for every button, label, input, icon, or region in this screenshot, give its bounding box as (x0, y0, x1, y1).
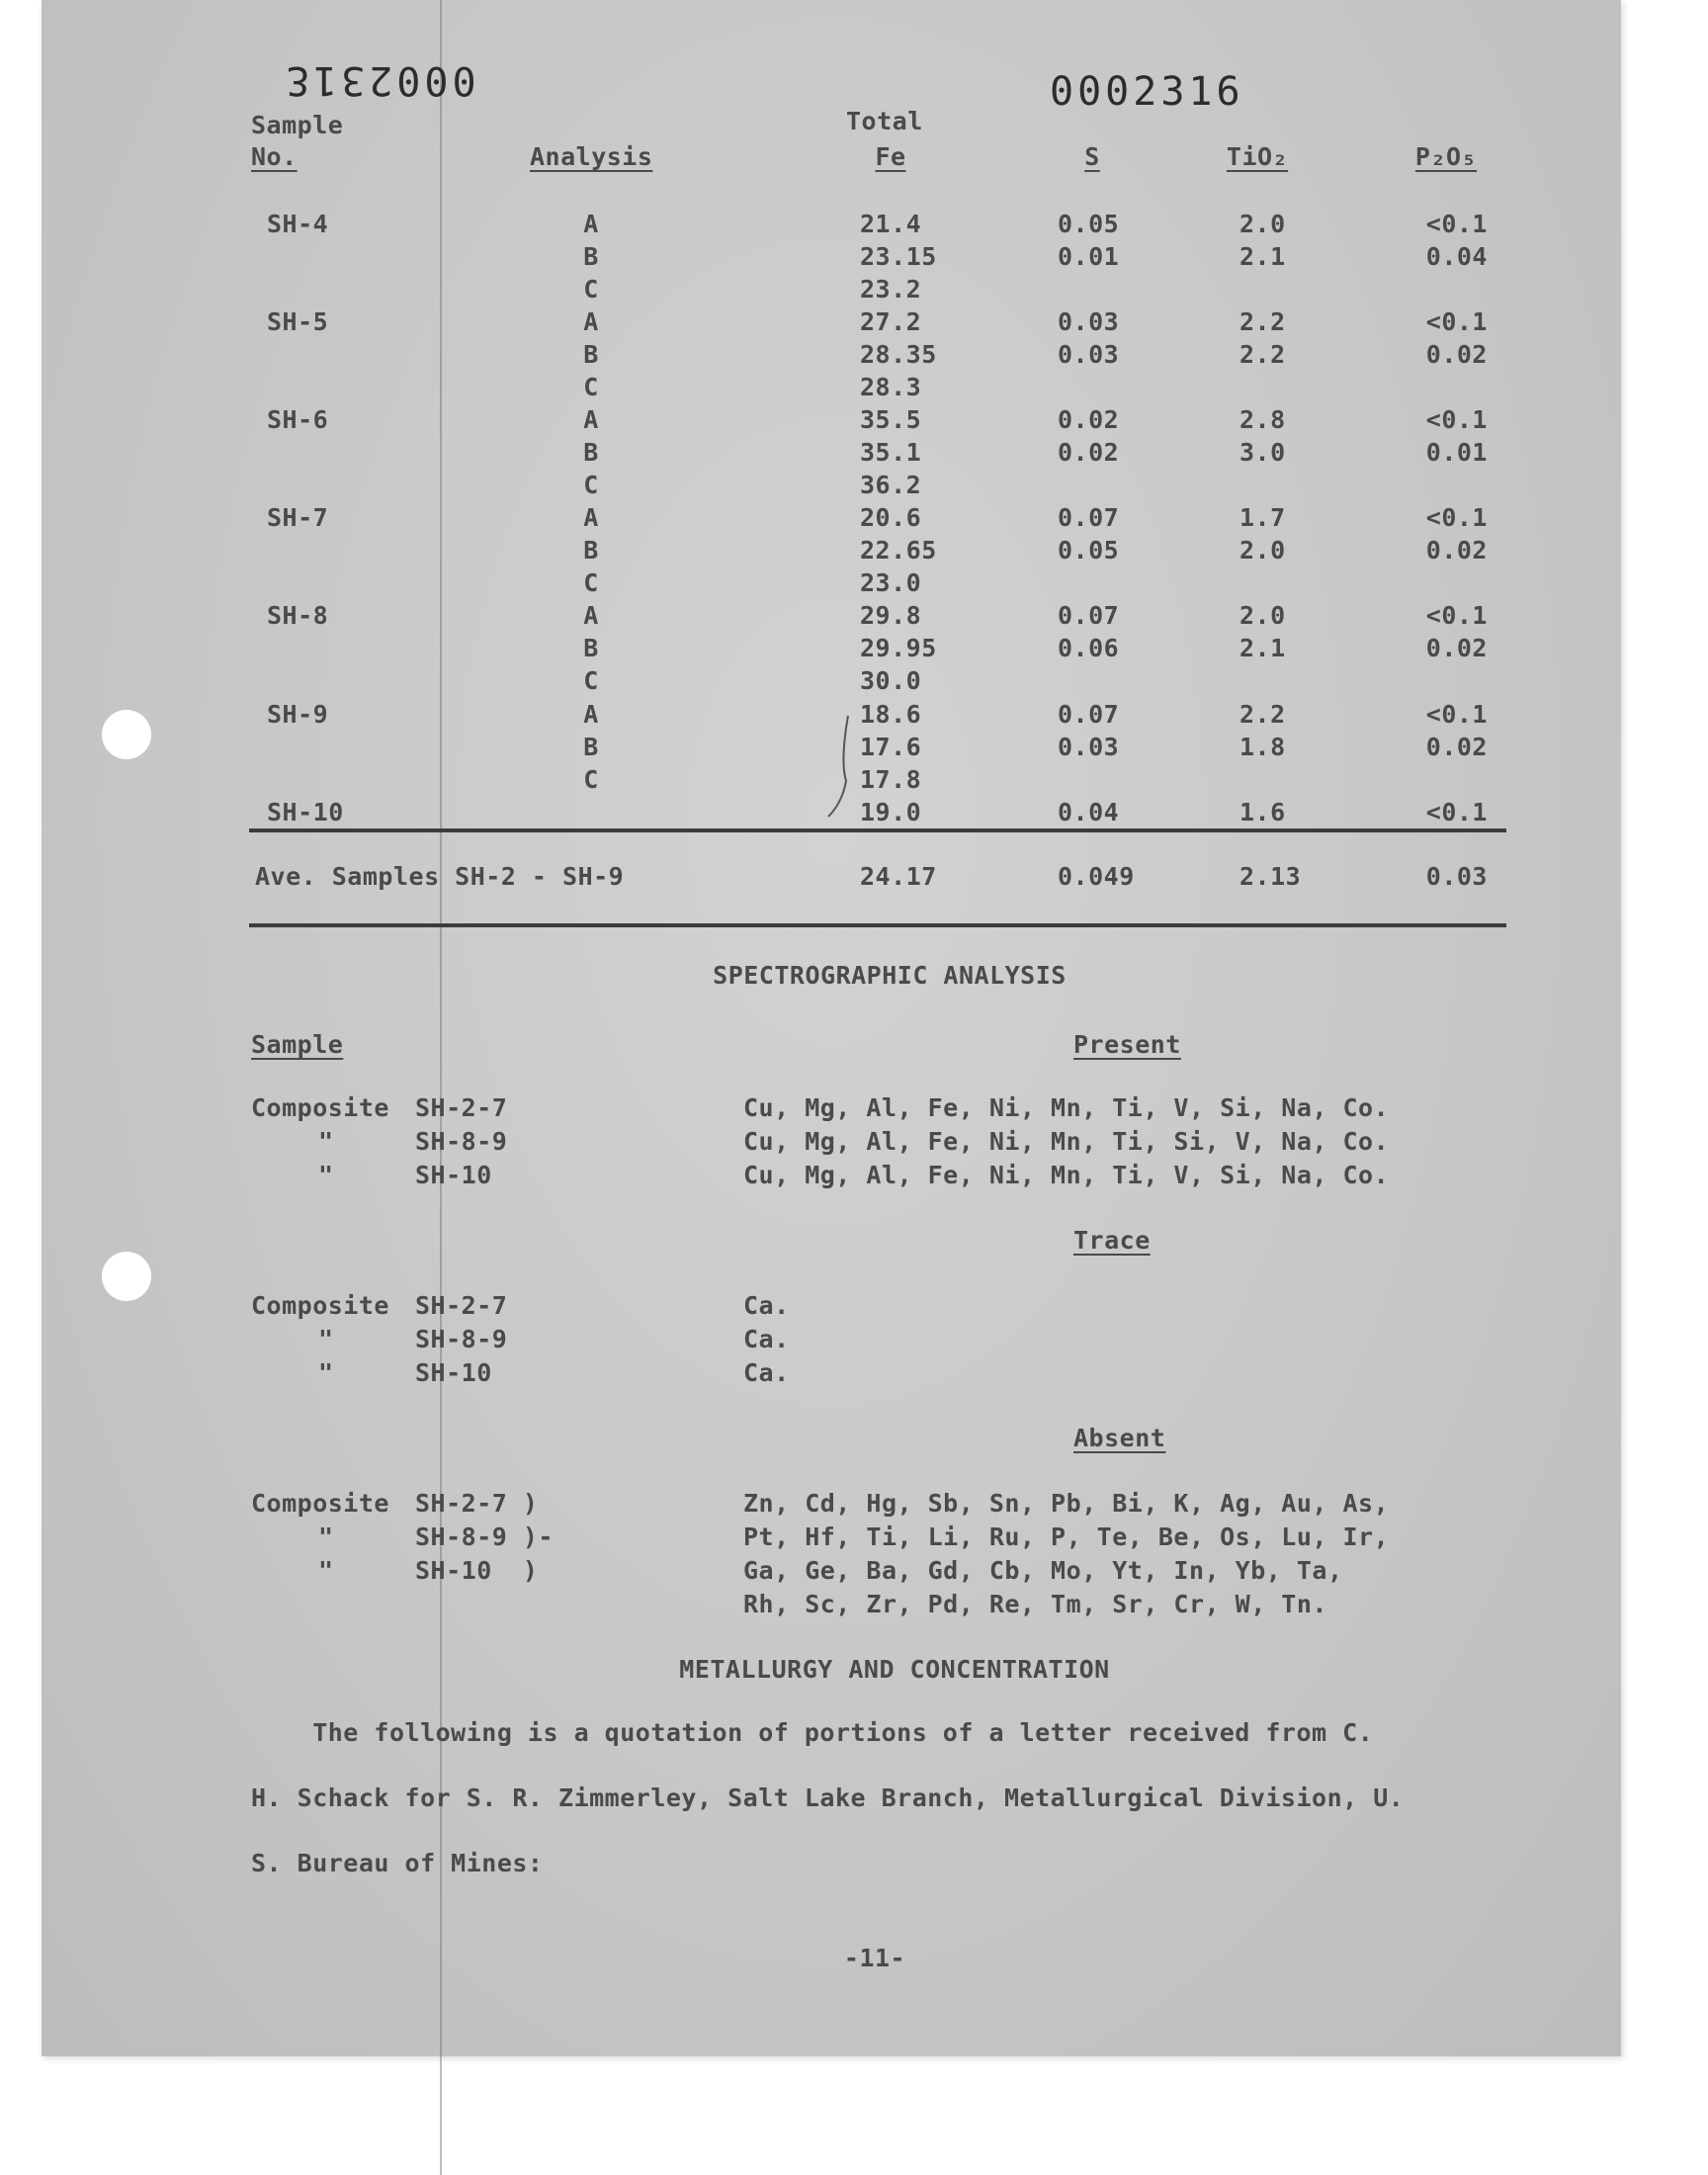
row-elements: Ca. (743, 1291, 790, 1320)
average-s: 0.049 (1058, 862, 1135, 891)
row-elements: Ca. (743, 1358, 790, 1387)
cell-fe: 23.0 (860, 568, 922, 597)
cell-p2o5: 0.02 (1425, 536, 1488, 565)
cell-tio2: 1.7 (1239, 503, 1286, 532)
cell-p2o5: 0.01 (1425, 438, 1488, 467)
cell-p2o5: <0.1 (1425, 798, 1488, 826)
row-prefix: " (318, 1161, 334, 1189)
row-sample: SH-8-9 )- (415, 1522, 554, 1551)
header-fe-line2: Fe (875, 142, 906, 171)
row-sample: SH-8-9 (415, 1127, 508, 1156)
row-prefix: " (318, 1358, 334, 1387)
cell-tio2: 2.8 (1239, 405, 1286, 434)
cell-analysis: A (583, 700, 599, 729)
cell-p2o5: <0.1 (1425, 700, 1488, 729)
metallurgy-title: METALLURGY AND CONCENTRATION (679, 1655, 1110, 1684)
cell-fe: 30.0 (860, 666, 922, 695)
row-sample: SH-10 (415, 1161, 492, 1189)
cell-p2o5: 0.02 (1425, 733, 1488, 761)
average-fe: 24.17 (860, 862, 937, 891)
cell-fe: 35.1 (860, 438, 922, 467)
cell-s: 0.02 (1058, 438, 1120, 467)
row-elements: Pt, Hf, Ti, Li, Ru, P, Te, Be, Os, Lu, Ir, (743, 1522, 1390, 1551)
cell-s: 0.03 (1058, 733, 1120, 761)
punch-hole-lower (102, 1252, 151, 1301)
cell-tio2: 3.0 (1239, 438, 1286, 467)
cell-analysis: C (583, 666, 599, 695)
cell-fe: 17.6 (860, 733, 922, 761)
cell-tio2: 2.2 (1239, 340, 1286, 369)
cell-sample: SH-7 (267, 503, 329, 532)
row-sample: SH-10 ) (415, 1556, 539, 1585)
header-sample-line2: No. (251, 142, 298, 171)
cell-analysis: C (583, 373, 599, 401)
cell-s: 0.06 (1058, 634, 1120, 662)
cell-tio2: 2.0 (1239, 210, 1286, 238)
header-fe-line1: Total (846, 107, 923, 135)
row-sample: SH-2-7 (415, 1291, 508, 1320)
handwritten-mark (818, 712, 858, 821)
cell-s: 0.01 (1058, 242, 1120, 271)
cell-tio2: 1.6 (1239, 798, 1286, 826)
cell-p2o5: 0.02 (1425, 634, 1488, 662)
header-sample-line1: Sample (251, 111, 344, 139)
cell-p2o5: <0.1 (1425, 307, 1488, 336)
cell-fe: 29.95 (860, 634, 937, 662)
row-prefix: " (318, 1556, 334, 1585)
absent-heading: Absent (1073, 1424, 1166, 1452)
cell-s: 0.03 (1058, 307, 1120, 336)
cell-tio2: 2.1 (1239, 634, 1286, 662)
cell-analysis: A (583, 307, 599, 336)
paragraph-line: The following is a quotation of portions of a letter received from C. (251, 1718, 1374, 1747)
cell-analysis: A (583, 405, 599, 434)
cell-analysis: C (583, 568, 599, 597)
cell-sample: SH-8 (267, 601, 329, 630)
cell-analysis: B (583, 340, 599, 369)
cell-analysis: B (583, 634, 599, 662)
cell-fe: 19.0 (860, 798, 922, 826)
cell-analysis: B (583, 242, 599, 271)
cell-fe: 22.65 (860, 536, 937, 565)
row-prefix: Composite (251, 1489, 389, 1518)
cell-sample: SH-9 (267, 700, 329, 729)
cell-analysis: B (583, 733, 599, 761)
cell-sample: SH-6 (267, 405, 329, 434)
row-elements: Cu, Mg, Al, Fe, Ni, Mn, Ti, Si, V, Na, Co. (743, 1127, 1390, 1156)
cell-fe: 18.6 (860, 700, 922, 729)
header-tio2: TiO₂ (1226, 142, 1289, 171)
cell-s: 0.07 (1058, 601, 1120, 630)
cell-sample: SH-5 (267, 307, 329, 336)
cell-sample: SH-10 (267, 798, 344, 826)
average-p2o5: 0.03 (1425, 862, 1488, 891)
cell-fe: 28.35 (860, 340, 937, 369)
cell-tio2: 2.0 (1239, 601, 1286, 630)
row-sample: SH-10 (415, 1358, 492, 1387)
header-p2o5: P₂O₅ (1414, 142, 1478, 171)
cell-s: 0.05 (1058, 536, 1120, 565)
table-rule-bottom (249, 923, 1506, 927)
row-elements: Ga, Ge, Ba, Gd, Cb, Mo, Yt, In, Yb, Ta, (743, 1556, 1343, 1585)
paragraph-line: S. Bureau of Mines: (251, 1849, 544, 1877)
row-prefix: " (318, 1522, 334, 1551)
stamp-number-inverted: 000231Ɛ (282, 57, 476, 103)
paragraph-line: H. Schack for S. R. Zimmerley, Salt Lake Branch, Metallurgical Division, U. (251, 1784, 1405, 1812)
cell-s: 0.07 (1058, 503, 1120, 532)
row-elements: Cu, Mg, Al, Fe, Ni, Mn, Ti, V, Si, Na, Co. (743, 1093, 1390, 1122)
cell-analysis: A (583, 601, 599, 630)
present-heading: Present (1073, 1030, 1181, 1059)
cell-p2o5: <0.1 (1425, 601, 1488, 630)
row-elements: Rh, Sc, Zr, Pd, Re, Tm, Sr, Cr, W, Tn. (743, 1590, 1327, 1618)
cell-fe: 21.4 (860, 210, 922, 238)
cell-analysis: C (583, 765, 599, 794)
page-number: -11- (843, 1944, 906, 1972)
cell-analysis: A (583, 210, 599, 238)
average-label: Ave. Samples SH-2 - SH-9 (255, 862, 625, 891)
stamp-number: 0002316 (1050, 69, 1244, 115)
cell-p2o5: 0.02 (1425, 340, 1488, 369)
cell-s: 0.04 (1058, 798, 1120, 826)
spectro-sample-header: Sample (251, 1030, 344, 1059)
cell-fe: 27.2 (860, 307, 922, 336)
cell-p2o5: <0.1 (1425, 210, 1488, 238)
row-prefix: " (318, 1325, 334, 1353)
average-tio2: 2.13 (1239, 862, 1302, 891)
cell-tio2: 1.8 (1239, 733, 1286, 761)
cell-fe: 36.2 (860, 471, 922, 499)
cell-p2o5: 0.04 (1425, 242, 1488, 271)
cell-p2o5: <0.1 (1425, 405, 1488, 434)
cell-fe: 29.8 (860, 601, 922, 630)
cell-fe: 28.3 (860, 373, 922, 401)
cell-fe: 23.2 (860, 275, 922, 304)
row-sample: SH-8-9 (415, 1325, 508, 1353)
cell-s: 0.02 (1058, 405, 1120, 434)
row-prefix: Composite (251, 1291, 389, 1320)
punch-hole-upper (102, 710, 151, 759)
cell-analysis: A (583, 503, 599, 532)
trace-heading: Trace (1073, 1226, 1151, 1255)
cell-fe: 17.8 (860, 765, 922, 794)
row-elements: Zn, Cd, Hg, Sb, Sn, Pb, Bi, K, Ag, Au, As, (743, 1489, 1390, 1518)
row-elements: Cu, Mg, Al, Fe, Ni, Mn, Ti, V, Si, Na, Co. (743, 1161, 1390, 1189)
row-prefix: " (318, 1127, 334, 1156)
row-sample: SH-2-7 (415, 1093, 508, 1122)
cell-analysis: B (583, 536, 599, 565)
cell-s: 0.03 (1058, 340, 1120, 369)
row-prefix: Composite (251, 1093, 389, 1122)
cell-s: 0.07 (1058, 700, 1120, 729)
spectro-title: SPECTROGRAPHIC ANALYSIS (713, 961, 1067, 990)
cell-tio2: 2.1 (1239, 242, 1286, 271)
table-rule-top (249, 828, 1506, 832)
cell-analysis: C (583, 275, 599, 304)
cell-analysis: B (583, 438, 599, 467)
cell-fe: 35.5 (860, 405, 922, 434)
cell-fe: 20.6 (860, 503, 922, 532)
cell-s: 0.05 (1058, 210, 1120, 238)
header-s: S (1084, 142, 1100, 171)
cell-fe: 23.15 (860, 242, 937, 271)
cell-sample: SH-4 (267, 210, 329, 238)
cell-p2o5: <0.1 (1425, 503, 1488, 532)
row-sample: SH-2-7 ) (415, 1489, 539, 1518)
cell-analysis: C (583, 471, 599, 499)
cell-tio2: 2.2 (1239, 700, 1286, 729)
row-elements: Ca. (743, 1325, 790, 1353)
cell-tio2: 2.0 (1239, 536, 1286, 565)
header-analysis: Analysis (530, 142, 653, 171)
cell-tio2: 2.2 (1239, 307, 1286, 336)
